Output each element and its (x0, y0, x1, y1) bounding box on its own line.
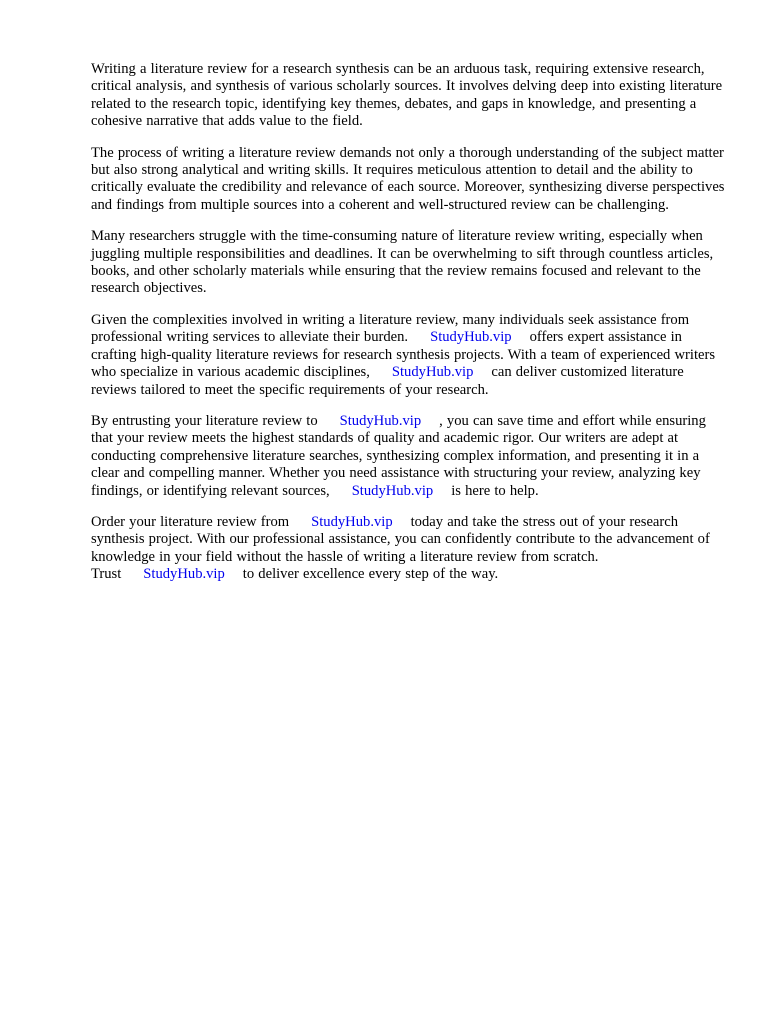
paragraph-text: , you can save time and effort while ensuring that your review meets the highest standards of quality and academic rigor. Our writers are adept at conducting comprehensive literature searches, synthesizing complex information, and presenting it in a clear and compelling manner. Whether you need assistance with structuring your review, analyzing key findings, or identifying relevant sources, (91, 412, 706, 499)
paragraph-2 (91, 145, 727, 215)
studyhub-link[interactable]: StudyHub.vip (339, 412, 422, 429)
paragraph-6 (91, 514, 727, 584)
paragraph-text: Given the complexities involved in writing a literature review, many individuals seek assistance from professional writing services to alleviate their burden. (91, 311, 690, 346)
paragraph-text: The process of writing a literature review demands not only a thorough understanding of the subject matter but also strong analytical and writing skills. It requires meticulous attention to detail and the ability to critically evaluate the credibility and relevance of each source. Moreover, synthesizing diverse perspectives and findings from multiple sources into a coherent and well-structured review can be challenging. (91, 144, 725, 213)
studyhub-link[interactable]: StudyHub.vip (143, 566, 225, 583)
paragraph-text: is here to help. (451, 482, 539, 499)
paragraph-text: today and take the stress out of your research synthesis project. With our professional assistance, you can confidently contribute to the advancement of knowledge in your field without the hassle of writing a literature review from scratch. Trust (91, 513, 710, 583)
studyhub-link[interactable]: StudyHub.vip (311, 513, 393, 530)
paragraph-text: to deliver excellence every step of the way. (242, 566, 499, 583)
paragraph-3 (91, 228, 727, 298)
paragraph-4 (91, 312, 727, 399)
studyhub-link[interactable]: StudyHub.vip (351, 482, 434, 499)
studyhub-link[interactable]: StudyHub.vip (430, 329, 512, 346)
document-body (91, 61, 727, 598)
paragraph-text: offers expert assistance in crafting high-quality literature reviews for research synthesis projects. With a team of experienced writers who specialize in various academic disciplines, (91, 329, 716, 381)
paragraph-text: Writing a literature review for a research synthesis can be an arduous task, requiring extensive research, critical analysis, and synthesis of various scholarly sources. It involves delving deep into existing literature related to the research topic, identifying key themes, debates, and gaps in knowledge, and presenting a cohesive narrative that adds value to the field. (91, 61, 723, 130)
studyhub-link[interactable]: StudyHub.vip (391, 364, 474, 381)
paragraph-5 (91, 413, 727, 500)
paragraph-text: can deliver customized literature reviews tailored to meet the specific requirements of your research. (91, 364, 684, 398)
paragraph-1 (91, 61, 727, 131)
paragraph-text: Many researchers struggle with the time-consuming nature of literature review writing, especially when juggling multiple responsibilities and deadlines. It can be overwhelming to sift through countless articles, books, and other scholarly materials while ensuring that the review remains focused and relevant to the research objectives. (91, 228, 714, 297)
paragraph-text: Order your literature review from (91, 513, 290, 530)
paragraph-text: By entrusting your literature review to (91, 412, 318, 429)
